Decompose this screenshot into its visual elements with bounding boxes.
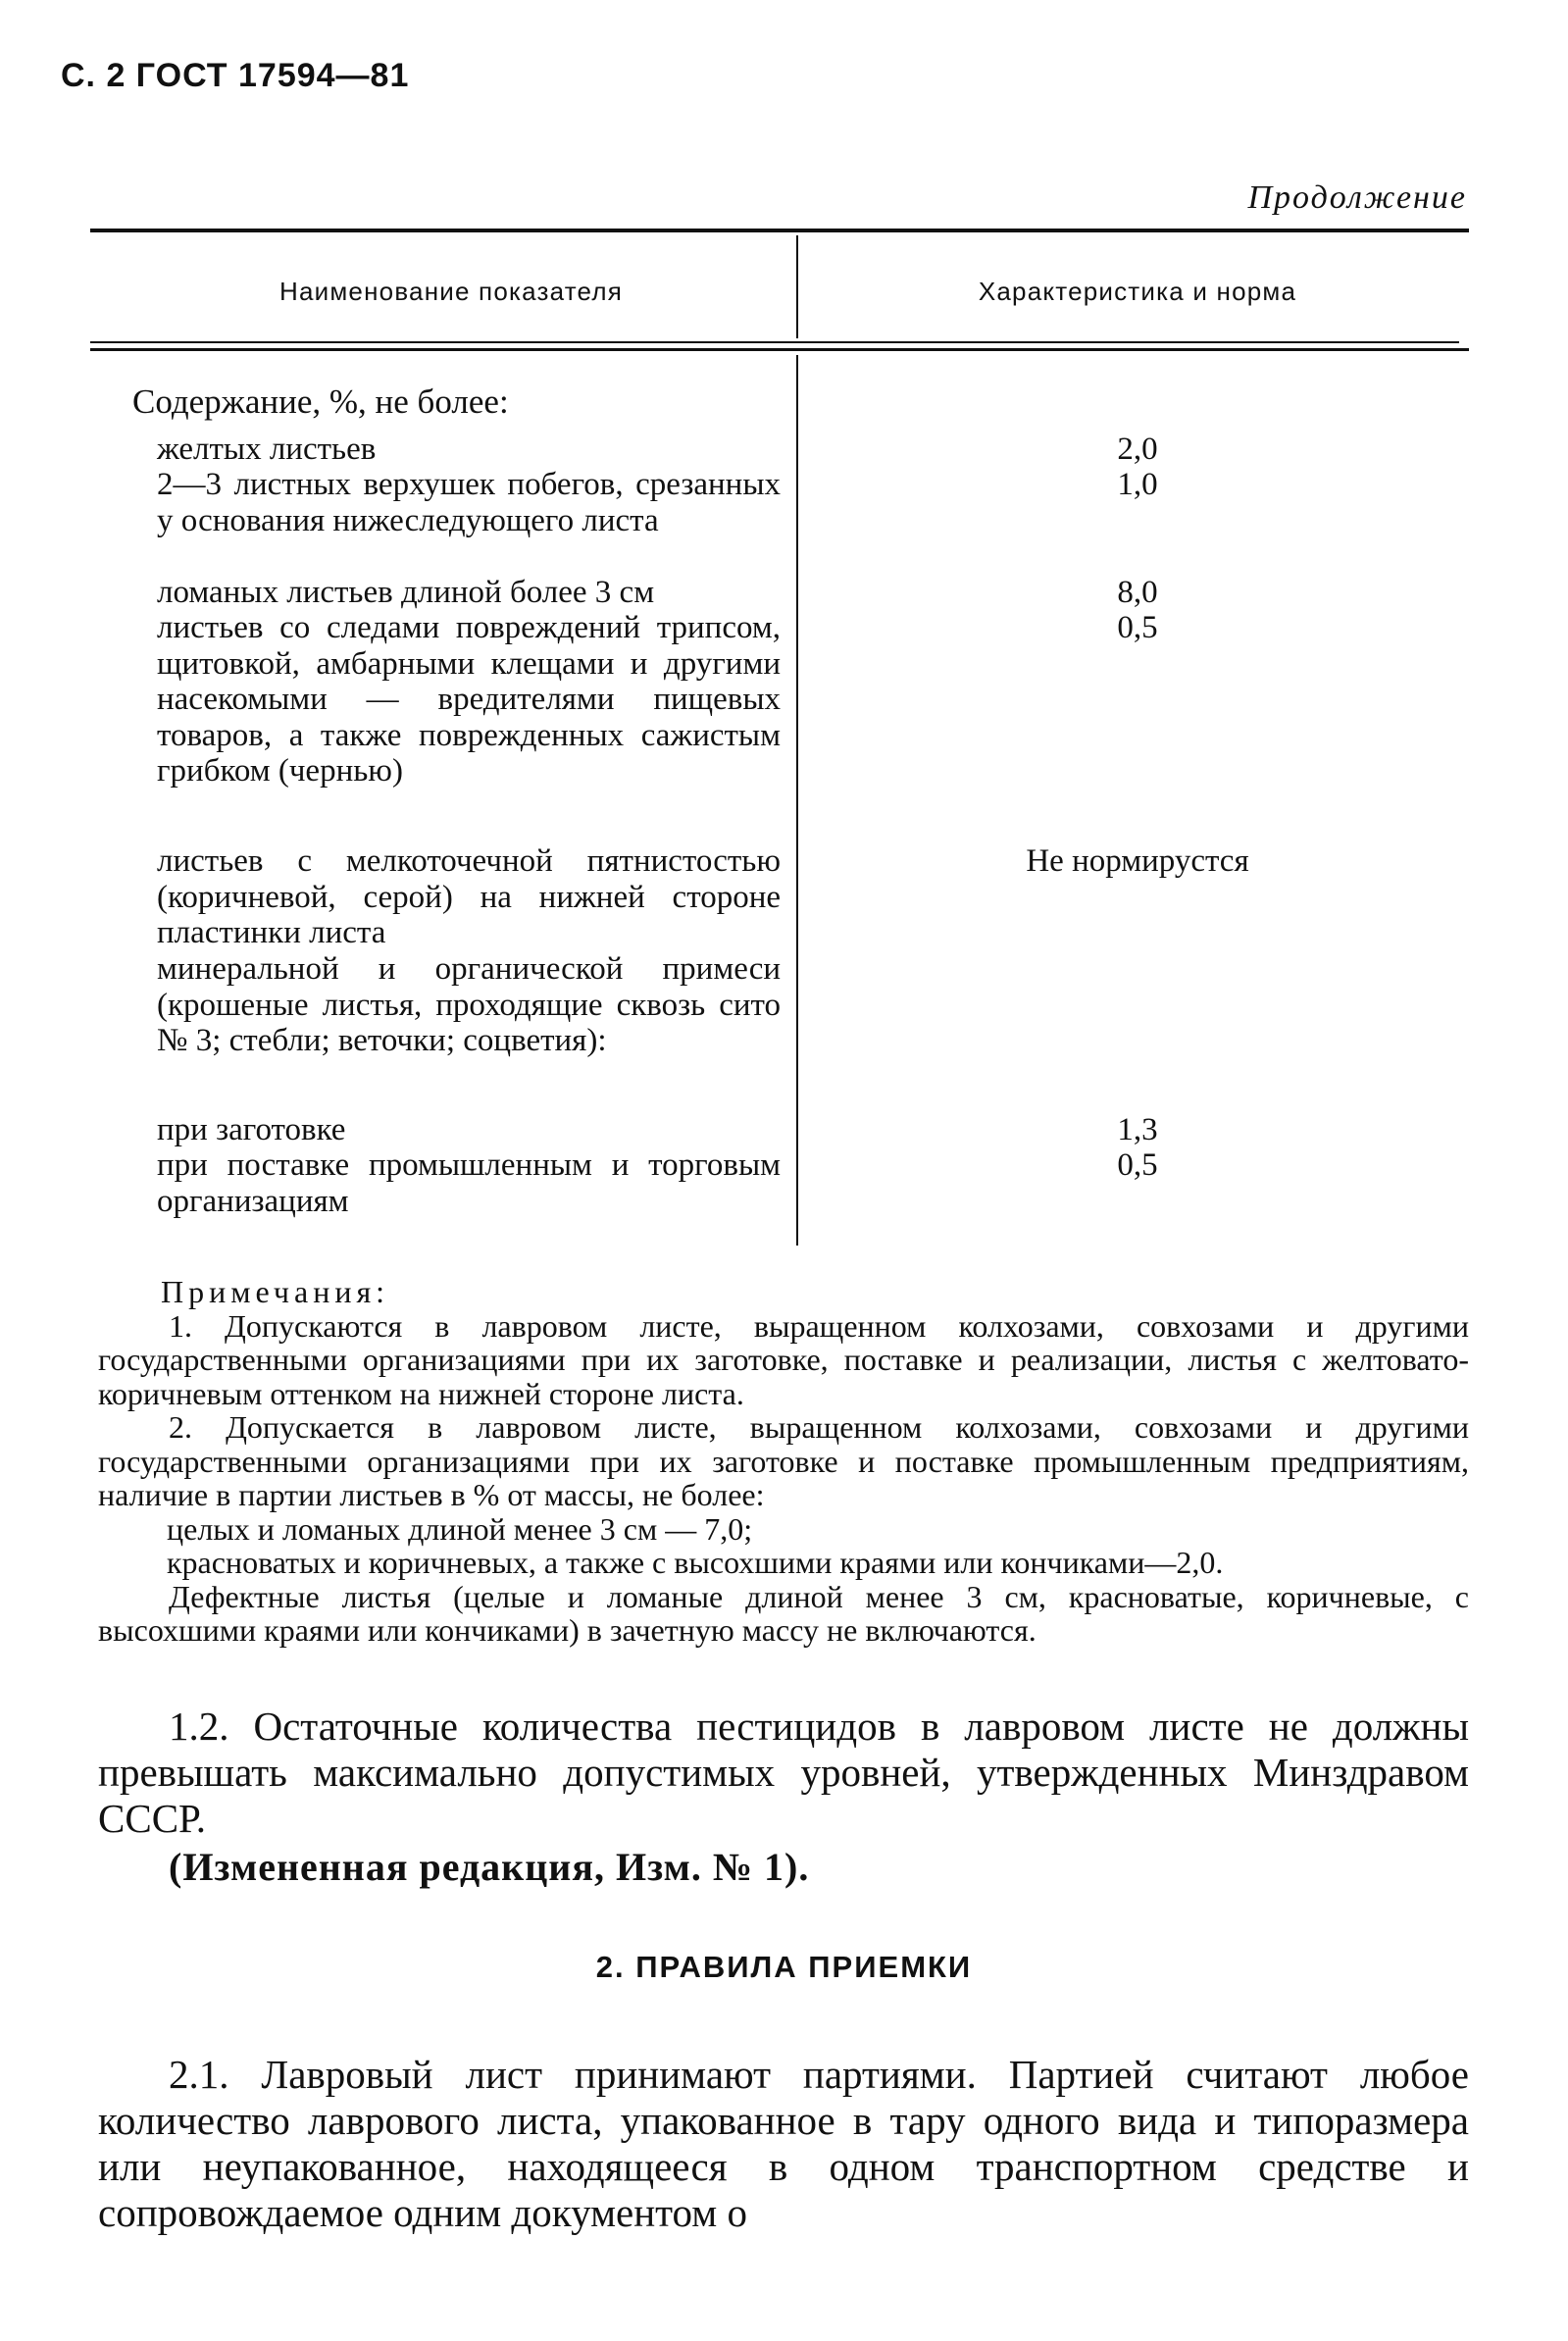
note-2-item-1: целых и ломаных длиной менее 3 см — 7,0; [167,1510,753,1547]
table-row-spotted-leaves: листьев с мелкоточечной пятнистостью (коричневой, серой) на нижней стороне пластинки листа [157,843,781,950]
table-header-rule [90,341,1459,343]
table-row-broken-leaves: ломаных листьев длиной более 3 см [157,575,655,610]
table-body-divider [796,355,798,1246]
table-header-divider [796,235,798,338]
table-value-procurement: 1,3 [1117,1112,1158,1147]
table-row-admixture: минеральной и органической примеси (крошеные листья, проходящие сквозь сито № 3; стебли; веточки; соцветия): [157,951,781,1058]
table-top-rule [90,229,1469,232]
table-value-tops: 1,0 [1117,467,1158,502]
paragraph-1-2-text: 1.2. Остаточные количества пестицидов в лавровом листе не должны превышать максимально допустимых уровней, утвержденных Минздравом СССР. [98,1704,1469,1841]
section-title: 2. ПРАВИЛА ПРИЕМКИ [595,1950,973,1984]
note-2-item-2: красноватых и коричневых, а также с высохшими краями или кончиками—2,0. [167,1545,1224,1580]
paragraph-2-1-text: 2.1. Лавровый лист принимают партиями. Партией считают любое количество лаврового листа, упакованное в тару одного вида и типоразмера или неупакованное, находящееся в одном транспортном средстве и сопровождаемое одним документом о [98,2052,1469,2235]
note-1: 1. Допускаются в лавровом листе, выращенном колхозами, совхозами и другими государственными организациями при их заготовке, поставке и реализации, листья с желтовато-коричневым оттенком на нижней стороне листа. [98,1307,1469,1411]
paragraph-1-2 [98,1704,1469,1842]
note-3: Дефектные листья (целые и ломаные длиной менее 3 см, красноватые, коричневые, с высохшими краями или кончиками) в зачетную массу не включаются. [98,1578,1469,1648]
note-2: 2. Допускается в лавровом листе, выращенном колхозами, совхозами и другими государственными организациями при их заготовке и поставке промышленным предприятиям, наличие в партии листьев в % от массы, не более: [98,1409,1469,1512]
table-intro: Содержание, %, не более: [132,382,509,421]
table-header-rule-double [90,348,1469,351]
notes-block [98,1275,1469,1648]
column-header-indicator: Наименование показателя [279,277,623,306]
paragraph-2-1 [98,2052,1469,2236]
table-row-yellow-leaves: желтых листьев [157,432,377,467]
amendment-note: (Измененная редакция, Изм. № 1). [169,1845,810,1889]
table-value-spotted-leaves: Не нормирустся [1026,843,1249,879]
table-row-tops: 2—3 листных верхушек побегов, срезанных у основания нижеследующего листа [157,467,781,538]
table-value-damaged-leaves: 0,5 [1117,610,1158,645]
table-row-damaged-leaves: листьев со следами повреждений трипсом, щитовкой, амбарными клещами и другими насекомыми — вредителями пищевых товаров, а также поврежденных сажистым грибком (чернью) [157,610,781,789]
table-row-supply: при поставке промышленным и торговым организациям [157,1147,781,1219]
table-value-yellow-leaves: 2,0 [1117,432,1158,467]
continuation-label: Продолжение [1247,179,1467,216]
notes-title: Примечания: [161,1274,390,1309]
table-value-broken-leaves: 8,0 [1117,575,1158,610]
table-row-procurement: при заготовке [157,1112,346,1147]
column-header-norm: Характеристика и норма [978,277,1297,306]
table-value-supply: 0,5 [1117,1147,1158,1183]
page-header: С. 2 ГОСТ 17594—81 [61,57,410,94]
